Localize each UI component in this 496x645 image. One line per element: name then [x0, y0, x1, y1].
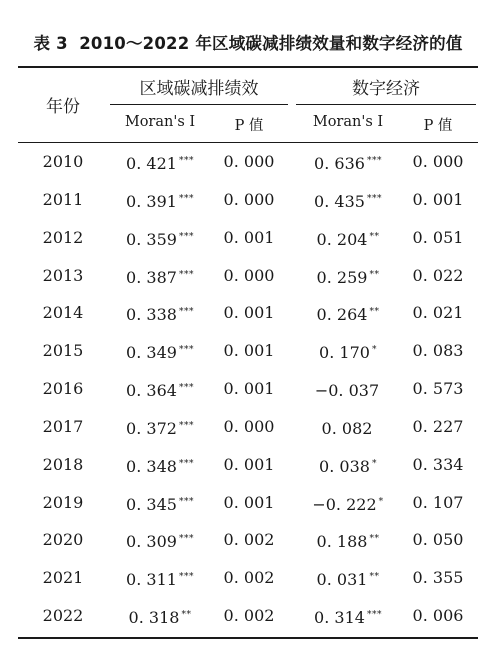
moran-value: −0. 037	[314, 381, 380, 401]
significance-stars: ***	[178, 534, 194, 545]
significance-stars: ***	[178, 156, 194, 166]
carbon-moran-cell	[110, 521, 210, 559]
moran-value: 0. 636	[314, 154, 365, 173]
significance-stars: ***	[366, 610, 382, 621]
significance-stars: **	[369, 307, 380, 318]
carbon-p-cell	[210, 484, 288, 522]
carbon-p-cell	[210, 408, 288, 446]
moran-value: 0. 170	[319, 343, 370, 363]
carbon-moran-cell	[110, 143, 210, 181]
carbon-p-cell	[210, 294, 288, 332]
year-cell	[18, 294, 108, 332]
digital-moran-cell	[296, 408, 400, 446]
year-value: 2018	[42, 454, 84, 474]
carbon-moran-cell	[110, 408, 210, 446]
moran-value: 0. 348	[126, 456, 177, 476]
digital-moran-cell	[296, 597, 400, 635]
digital-moran-cell	[296, 521, 400, 559]
p-value: 0. 002	[223, 606, 275, 626]
year-value: 2014	[42, 303, 84, 323]
significance-stars: **	[369, 572, 380, 583]
p-value: 0. 022	[412, 265, 464, 285]
table-row	[0, 408, 496, 446]
digital-moran-cell	[296, 484, 400, 522]
moran-value: 0. 204	[316, 229, 368, 249]
digital-p-cell	[400, 370, 476, 408]
moran-value: 0. 259	[316, 267, 368, 287]
digital-moran-header: Moran's I	[312, 114, 384, 130]
carbon-moran-cell	[110, 559, 210, 597]
p-value: 0. 083	[412, 341, 464, 361]
group2-underline	[296, 104, 476, 105]
moran-value: 0. 421	[126, 154, 177, 173]
p-value: 0. 000	[223, 152, 275, 171]
carbon-p-cell	[210, 521, 288, 559]
p-value: 0. 002	[223, 568, 275, 588]
year-column-header: 年份	[46, 97, 80, 117]
digital-moran-cell	[296, 143, 400, 181]
digital-moran-cell	[296, 446, 400, 484]
moran-value: 0. 387	[126, 267, 177, 287]
year-cell	[18, 257, 108, 295]
table-row	[0, 294, 496, 332]
carbon-moran-cell	[110, 597, 210, 635]
carbon-moran-cell	[110, 181, 210, 219]
year-cell	[18, 181, 108, 219]
significance-stars: ***	[178, 307, 194, 318]
table-row	[0, 257, 496, 295]
p-value: 0. 001	[223, 303, 275, 323]
p-value: 0. 001	[223, 492, 275, 512]
digital-p-cell	[400, 219, 476, 257]
significance-stars: ***	[366, 193, 382, 204]
p-value: 0. 573	[412, 379, 464, 399]
moran-value: 0. 188	[316, 532, 368, 552]
significance-stars: *	[371, 458, 377, 469]
p-value: 0. 000	[223, 416, 275, 436]
p-value: 0. 000	[412, 152, 464, 171]
moran-value: 0. 038	[319, 456, 370, 476]
carbon-moran-cell	[110, 257, 210, 295]
p-value: 0. 227	[412, 416, 464, 436]
significance-stars: **	[369, 269, 380, 280]
year-cell	[18, 446, 108, 484]
digital-p-cell	[400, 332, 476, 370]
digital-moran-cell	[296, 294, 400, 332]
digital-moran-cell	[296, 559, 400, 597]
top-rule	[18, 66, 478, 68]
year-cell	[18, 332, 108, 370]
digital-p-cell	[400, 143, 476, 181]
digital-moran-cell	[296, 370, 400, 408]
p-value: 0. 001	[223, 227, 275, 247]
year-cell	[18, 559, 108, 597]
digital-moran-cell	[296, 219, 400, 257]
year-value: 2022	[42, 606, 84, 626]
significance-stars: ***	[178, 572, 194, 583]
carbon-moran-cell	[110, 219, 210, 257]
carbon-p-cell	[210, 219, 288, 257]
moran-value: 0. 309	[126, 532, 177, 552]
digital-p-value-header: P 值	[423, 118, 453, 134]
year-cell	[18, 408, 108, 446]
table-body	[0, 143, 496, 635]
p-value: 0. 107	[412, 492, 464, 512]
table-row	[0, 521, 496, 559]
carbon-p-cell	[210, 257, 288, 295]
table-row	[0, 219, 496, 257]
significance-stars: *	[378, 496, 384, 507]
significance-stars: ***	[178, 420, 194, 431]
p-value: 0. 001	[412, 189, 464, 209]
moran-value: 0. 349	[126, 343, 177, 363]
significance-stars: ***	[178, 231, 194, 242]
table-number: 表 3	[33, 34, 68, 53]
carbon-moran-cell	[110, 484, 210, 522]
digital-economy-group-header: 数字经济	[352, 79, 420, 99]
moran-value: 0. 391	[126, 191, 177, 211]
year-value: 2013	[42, 265, 84, 285]
table-caption	[0, 30, 496, 54]
p-value: 0. 050	[412, 530, 464, 550]
year-value: 2021	[42, 568, 84, 588]
carbon-moran-cell	[110, 370, 210, 408]
table-title: 2010～2022 年区域碳减排绩效量和数字经济的值	[79, 34, 463, 53]
table-row	[0, 370, 496, 408]
moran-value: 0. 345	[126, 494, 177, 514]
significance-stars: ***	[366, 156, 382, 166]
year-cell	[18, 597, 108, 635]
p-value: 0. 001	[223, 379, 275, 399]
moran-value: 0. 311	[126, 570, 177, 590]
p-value: 0. 001	[223, 341, 275, 361]
table-row	[0, 446, 496, 484]
moran-value: 0. 314	[314, 608, 365, 628]
p-value: 0. 021	[412, 303, 464, 323]
carbon-p-cell	[210, 143, 288, 181]
carbon-p-cell	[210, 597, 288, 635]
p-value: 0. 334	[412, 454, 464, 474]
group1-underline	[110, 104, 288, 105]
carbon-moran-header: Moran's I	[124, 114, 196, 130]
digital-p-cell	[400, 484, 476, 522]
digital-p-cell	[400, 559, 476, 597]
moran-value: 0. 338	[126, 305, 177, 325]
carbon-moran-cell	[110, 332, 210, 370]
p-value: 0. 001	[223, 454, 275, 474]
table-row	[0, 559, 496, 597]
moran-value: 0. 372	[126, 418, 177, 438]
bottom-rule	[18, 637, 478, 639]
year-cell	[18, 143, 108, 181]
year-cell	[18, 370, 108, 408]
significance-stars: ***	[178, 383, 194, 394]
year-cell	[18, 484, 108, 522]
carbon-moran-cell	[110, 294, 210, 332]
digital-moran-cell	[296, 332, 400, 370]
carbon-p-cell	[210, 559, 288, 597]
year-cell	[18, 521, 108, 559]
digital-moran-cell	[296, 181, 400, 219]
moran-value: −0. 222	[312, 494, 377, 514]
carbon-reduction-group-header: 区域碳减排绩效	[139, 79, 259, 99]
table-row	[0, 484, 496, 522]
carbon-p-cell	[210, 370, 288, 408]
significance-stars: ***	[178, 269, 194, 280]
digital-p-cell	[400, 257, 476, 295]
carbon-p-cell	[210, 181, 288, 219]
year-value: 2010	[42, 152, 84, 171]
moran-value: 0. 359	[126, 229, 177, 249]
table-row	[0, 181, 496, 219]
year-cell	[18, 219, 108, 257]
digital-p-cell	[400, 181, 476, 219]
year-value: 2015	[42, 341, 84, 361]
p-value: 0. 000	[223, 265, 275, 285]
year-value: 2017	[42, 416, 84, 436]
year-value: 2011	[42, 189, 84, 209]
digital-p-cell	[400, 597, 476, 635]
significance-stars: *	[371, 345, 377, 356]
moran-value: 0. 264	[316, 305, 368, 325]
significance-stars: **	[181, 610, 192, 621]
moran-value: 0. 082	[321, 418, 373, 438]
significance-stars: ***	[178, 345, 194, 356]
table-row	[0, 143, 496, 181]
carbon-p-value-header: P 值	[234, 118, 264, 134]
p-value: 0. 006	[412, 606, 464, 626]
significance-stars: **	[369, 231, 380, 242]
significance-stars: **	[369, 534, 380, 545]
digital-moran-cell	[296, 257, 400, 295]
table-row	[0, 597, 496, 635]
p-value: 0. 051	[412, 227, 464, 247]
significance-stars: ***	[178, 193, 194, 204]
year-value: 2019	[42, 492, 84, 512]
year-value: 2016	[42, 379, 84, 399]
moran-value: 0. 364	[126, 381, 177, 401]
carbon-p-cell	[210, 446, 288, 484]
digital-p-cell	[400, 408, 476, 446]
moran-value: 0. 318	[128, 608, 180, 628]
digital-p-cell	[400, 446, 476, 484]
significance-stars: ***	[178, 458, 194, 469]
p-value: 0. 000	[223, 189, 275, 209]
year-value: 2012	[42, 227, 84, 247]
digital-p-cell	[400, 294, 476, 332]
significance-stars: ***	[178, 496, 194, 507]
moran-value: 0. 435	[314, 191, 365, 211]
p-value: 0. 355	[412, 568, 464, 588]
carbon-moran-cell	[110, 446, 210, 484]
year-value: 2020	[42, 530, 84, 550]
carbon-p-cell	[210, 332, 288, 370]
digital-p-cell	[400, 521, 476, 559]
p-value: 0. 002	[223, 530, 275, 550]
moran-value: 0. 031	[316, 570, 368, 590]
table-row	[0, 332, 496, 370]
